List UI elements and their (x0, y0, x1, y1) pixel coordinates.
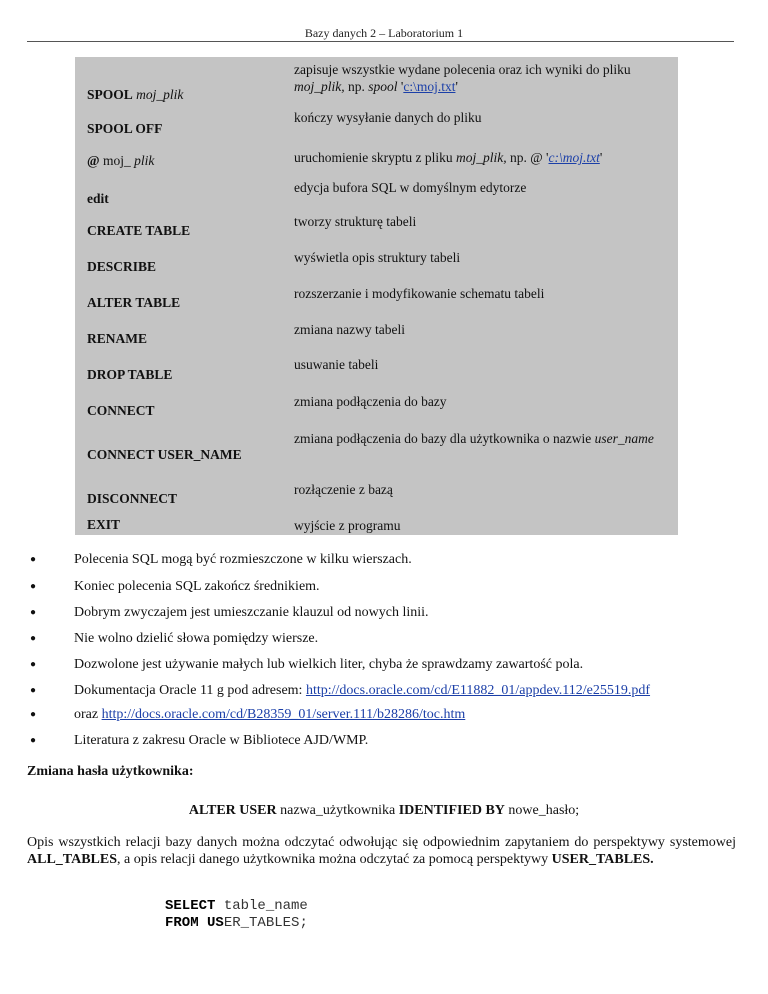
code-select-rest: table_name (215, 898, 308, 914)
section-title: Zmiana hasła użytkownika: (27, 764, 194, 779)
code-line-from (165, 915, 308, 931)
command-name (87, 517, 120, 533)
bullet-text: Literatura z zakresu Oracle w Bibliotece AJD/WMP. (74, 733, 369, 748)
command-keyword: ALTER TABLE (87, 295, 181, 310)
command-name (87, 447, 242, 463)
command-keyword: CONNECT USER_NAME (87, 447, 242, 462)
command-name (87, 367, 172, 383)
command-arg-italic: plik (130, 153, 155, 168)
command-keyword: CONNECT (87, 403, 155, 418)
description-text: usuwanie tabeli (294, 357, 379, 372)
command-keyword: EXIT (87, 517, 121, 532)
command-name (87, 259, 156, 275)
code-from-us: US (198, 915, 224, 931)
identified-keyword: IDENTIFIED BY (398, 803, 505, 818)
command-description (294, 109, 674, 126)
bullet-dot-icon: ● (30, 735, 37, 746)
bullet-text: Dozwolone jest używanie małych lub wielkich liter, chyba że sprawdzamy zawartość pola. (74, 657, 584, 672)
bullet-text: Nie wolno dzielić słowa pomiędzy wiersze. (74, 631, 319, 646)
documentation-link[interactable]: http://docs.oracle.com/cd/E11882_01/appdev.112/e25519.pdf (305, 683, 651, 698)
description-text: wyjście z programu (294, 518, 401, 533)
command-description (294, 149, 674, 166)
bullet-dot-icon: ● (30, 659, 37, 670)
description-text: wyświetla opis struktury tabeli (294, 250, 461, 265)
file-link[interactable]: c:\moj.txt (403, 79, 456, 94)
command-keyword: DESCRIBE (87, 259, 157, 274)
command-keyword: SPOOL OFF (87, 121, 163, 136)
command-name (87, 87, 183, 103)
command-keyword: RENAME (87, 331, 147, 346)
bullet-text: oraz http://docs.oracle.com/cd/B28359_01/server.111/b28286/toc.htm (74, 707, 466, 722)
description-text: np. @ ' (506, 150, 549, 165)
bullet-text: Koniec polecenia SQL zakończ średnikiem. (74, 579, 320, 594)
description-text: zapisuje wszystkie wydane polecenia oraz ich wyniki do pliku (294, 62, 631, 77)
code-keyword-from: FROM (165, 915, 199, 931)
description-text: spool (368, 79, 398, 94)
description-text: moj_plik, (455, 150, 507, 165)
command-description (294, 481, 674, 498)
command-keyword: @ (87, 153, 100, 168)
command-description (294, 285, 674, 302)
command-keyword: DROP TABLE (87, 367, 173, 382)
command-keyword: SPOOL (87, 87, 133, 102)
description-text: zmiana podłączenia do bazy (294, 394, 447, 409)
command-name (87, 331, 147, 347)
bullet-text: Dokumentacja Oracle 11 g pod adresem: http://docs.oracle.com/cd/E11882_01/appdev.112/e25519.pdf (74, 683, 651, 698)
description-text: zmiana nazwy tabeli (294, 322, 405, 337)
command-description (294, 61, 674, 95)
command-keyword: DISCONNECT (87, 491, 178, 506)
command-description (294, 356, 674, 373)
para-user-tables: USER_TABLES. (551, 852, 654, 867)
para-all-tables: ALL_TABLES (27, 852, 117, 867)
command-keyword: CREATE TABLE (87, 223, 191, 238)
description-text: user_name (594, 431, 654, 446)
command-name (87, 295, 180, 311)
command-description (294, 393, 674, 410)
para-text-2: , a opis relacji danego użytkownika można odczytać za pomocą perspektywy (117, 852, 552, 867)
description-text: rozłączenie z bazą (294, 482, 393, 497)
command-arg-italic: moj_plik (132, 87, 184, 102)
page-header: Bazy danych 2 – Laboratorium 1 (304, 26, 464, 40)
description-text: np. (344, 79, 369, 94)
description-text: ' (455, 79, 458, 94)
command-name (87, 153, 154, 169)
alter-keyword: ALTER USER (188, 803, 277, 818)
bullet-dot-icon: ● (30, 581, 37, 592)
bullet-text: Dobrym zwyczajem jest umieszczanie klauzul od nowych linii. (74, 605, 429, 620)
bullet-dot-icon: ● (30, 607, 37, 618)
command-description (294, 213, 674, 230)
description-paragraph (27, 834, 736, 868)
command-name (87, 491, 177, 507)
command-name (87, 191, 109, 207)
alter-arg-password: nowe_hasło; (504, 803, 580, 818)
command-description (294, 517, 674, 534)
command-description (294, 249, 674, 266)
command-description (294, 321, 674, 338)
command-description (294, 179, 674, 196)
command-keyword: edit (87, 191, 109, 206)
code-keyword-select: SELECT (165, 898, 216, 914)
description-text: edycja bufora SQL w domyślnym edytorze (294, 180, 527, 195)
bullet-dot-icon: ● (30, 554, 37, 565)
code-from-rest: ER_TABLES; (223, 915, 308, 931)
command-name (87, 403, 155, 419)
description-text: rozszerzanie i modyfikowanie schematu tabeli (294, 286, 545, 301)
bullet-dot-icon: ● (30, 709, 37, 720)
description-text: tworzy strukturę tabeli (294, 214, 417, 229)
command-arg: moj_ (99, 153, 131, 168)
description-text: ' (397, 79, 404, 94)
file-link[interactable]: c:\moj.txt (548, 150, 600, 165)
bullet-text: Polecenia SQL mogą być rozmieszczone w kilku wierszach. (74, 552, 412, 567)
bullet-dot-icon: ● (30, 685, 37, 696)
alter-arg-username: nazwa_użytkownika (276, 803, 399, 818)
description-text: zmiana podłączenia do bazy dla użytkownika o nazwie (294, 431, 595, 446)
code-line-select (165, 898, 308, 914)
description-text: uruchomienie skryptu z pliku (294, 150, 456, 165)
para-text-1: Opis wszystkich relacji bazy danych można odczytać odwołując się odpowiednim zapytaniem do perspektywy systemowej (27, 835, 736, 850)
alter-user-syntax (0, 803, 768, 819)
description-text: moj_plik, (294, 79, 345, 94)
documentation-link[interactable]: http://docs.oracle.com/cd/B28359_01/server.111/b28286/toc.htm (101, 707, 466, 722)
command-name (87, 223, 190, 239)
command-description (294, 430, 674, 447)
command-name (87, 121, 162, 137)
command-table (75, 57, 678, 535)
header-divider (27, 41, 734, 42)
description-text: kończy wysyłanie danych do pliku (294, 110, 482, 125)
bullet-dot-icon: ● (30, 633, 37, 644)
description-text: ' (599, 150, 603, 165)
